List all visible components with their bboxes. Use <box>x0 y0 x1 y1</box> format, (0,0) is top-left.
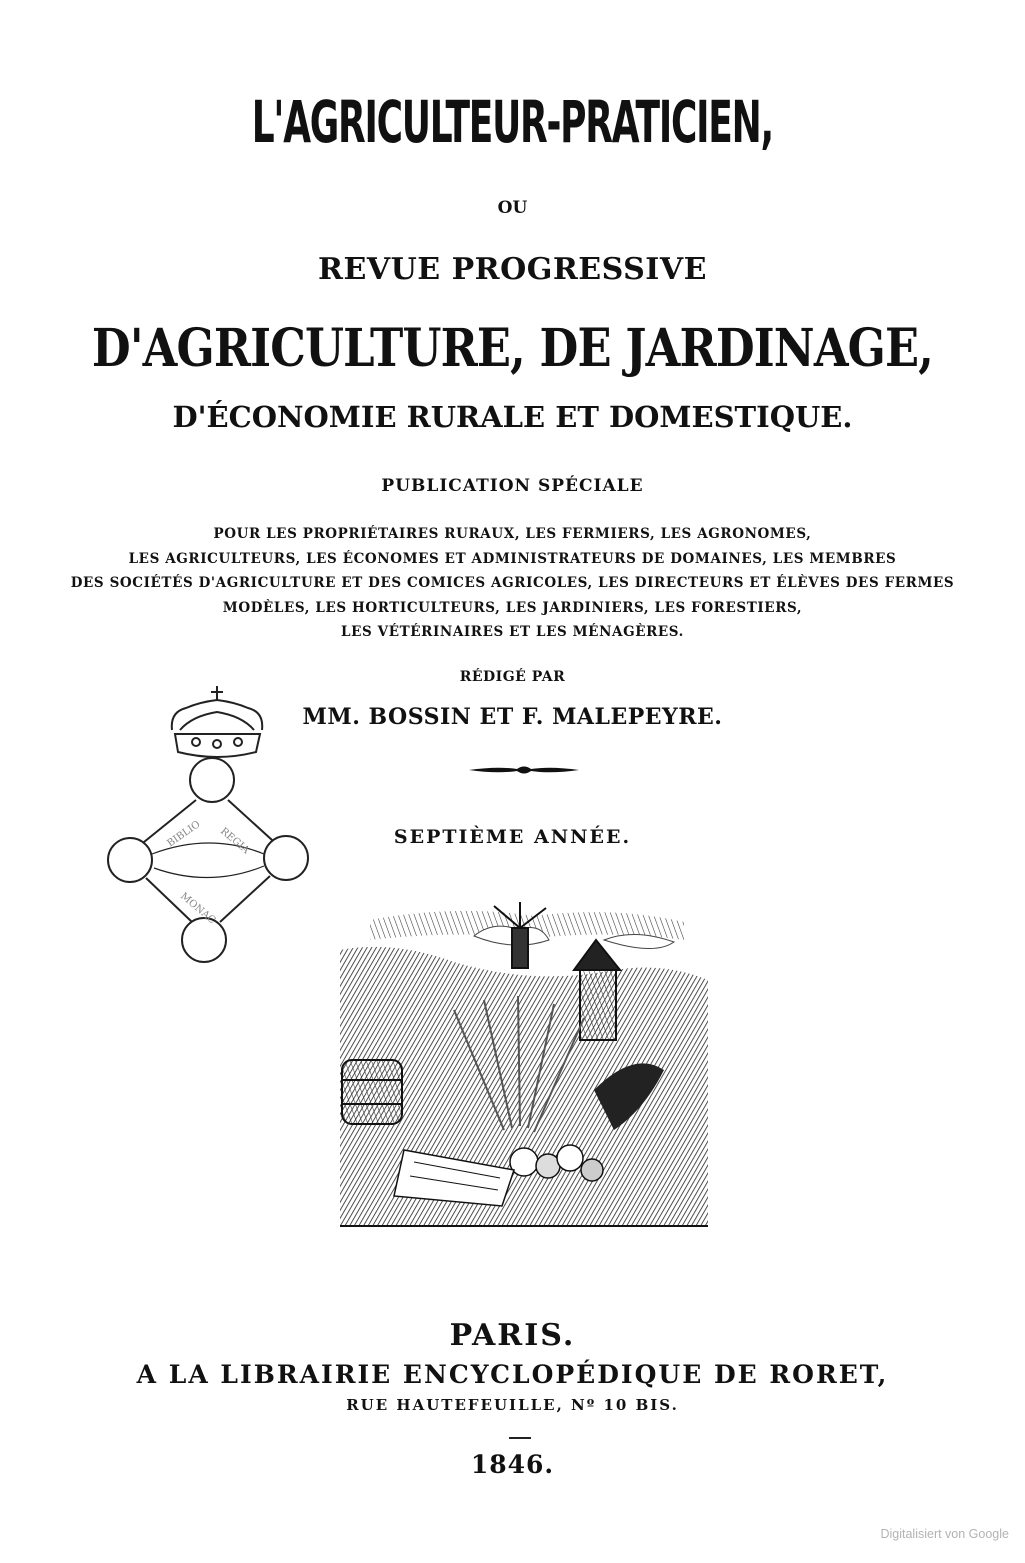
divider-ornament-icon <box>467 763 581 777</box>
audience-line: LES VÉTÉRINAIRES ET LES MÉNAGÈRES. <box>341 624 684 640</box>
publication-label: PUBLICATION SPÉCIALE <box>381 476 644 496</box>
audience-line: POUR LES PROPRIÉTAIRES RURAUX, LES FERMIERS, LES AGRONOMES, <box>213 526 812 542</box>
audience-line: MODÈLES, LES HORTICULTEURS, LES JARDINIERS, LES FORESTIERS, <box>222 599 803 616</box>
library-crown-stamp-icon <box>100 682 315 972</box>
subtitle-revue: REVUE PROGRESSIVE <box>318 252 707 287</box>
svg-text:REGIA: REGIA <box>218 825 252 857</box>
imprint-city: PARIS. <box>449 1318 576 1353</box>
book-title: L'AGRICULTEUR-PRATICIEN, <box>251 88 773 156</box>
digitization-watermark: Digitalisiert von Google <box>880 1527 1009 1541</box>
svg-text:BIBLIO: BIBLIO <box>165 818 203 850</box>
audience-line: LES AGRICULTEURS, LES ÉCONOMES ET ADMINISTRATEURS DE DOMAINES, LES MEMBRES <box>128 550 897 567</box>
imprint-publisher: A LA LIBRAIRIE ENCYCLOPÉDIQUE DE RORET, <box>136 1360 889 1389</box>
farm-landscape-engraving <box>334 900 714 1240</box>
audience-block <box>0 522 1025 645</box>
authors: MM. BOSSIN ET F. MALEPEYRE. <box>302 704 723 730</box>
imprint-year: 1846. <box>470 1450 555 1479</box>
audience-line: DES SOCIÉTÉS D'AGRICULTURE ET DES COMICES AGRICOLES, LES DIRECTEURS ET ÉLÈVES DES FERMES <box>70 575 955 591</box>
edited-by-label: RÉDIGÉ PAR <box>459 669 566 685</box>
subtitle-economie: D'ÉCONOMIE RURALE ET DOMESTIQUE. <box>172 400 853 434</box>
edition-label: SEPTIÈME ANNÉE. <box>393 826 632 848</box>
svg-text:MONAC: MONAC <box>178 890 218 927</box>
imprint-address: RUE HAUTEFEUILLE, Nº 10 BIS. <box>346 1396 679 1414</box>
title-conjunction: OU <box>497 198 528 218</box>
imprint-divider <box>509 1437 531 1439</box>
subtitle-agriculture: D'AGRICULTURE, DE JARDINAGE, <box>91 318 933 379</box>
